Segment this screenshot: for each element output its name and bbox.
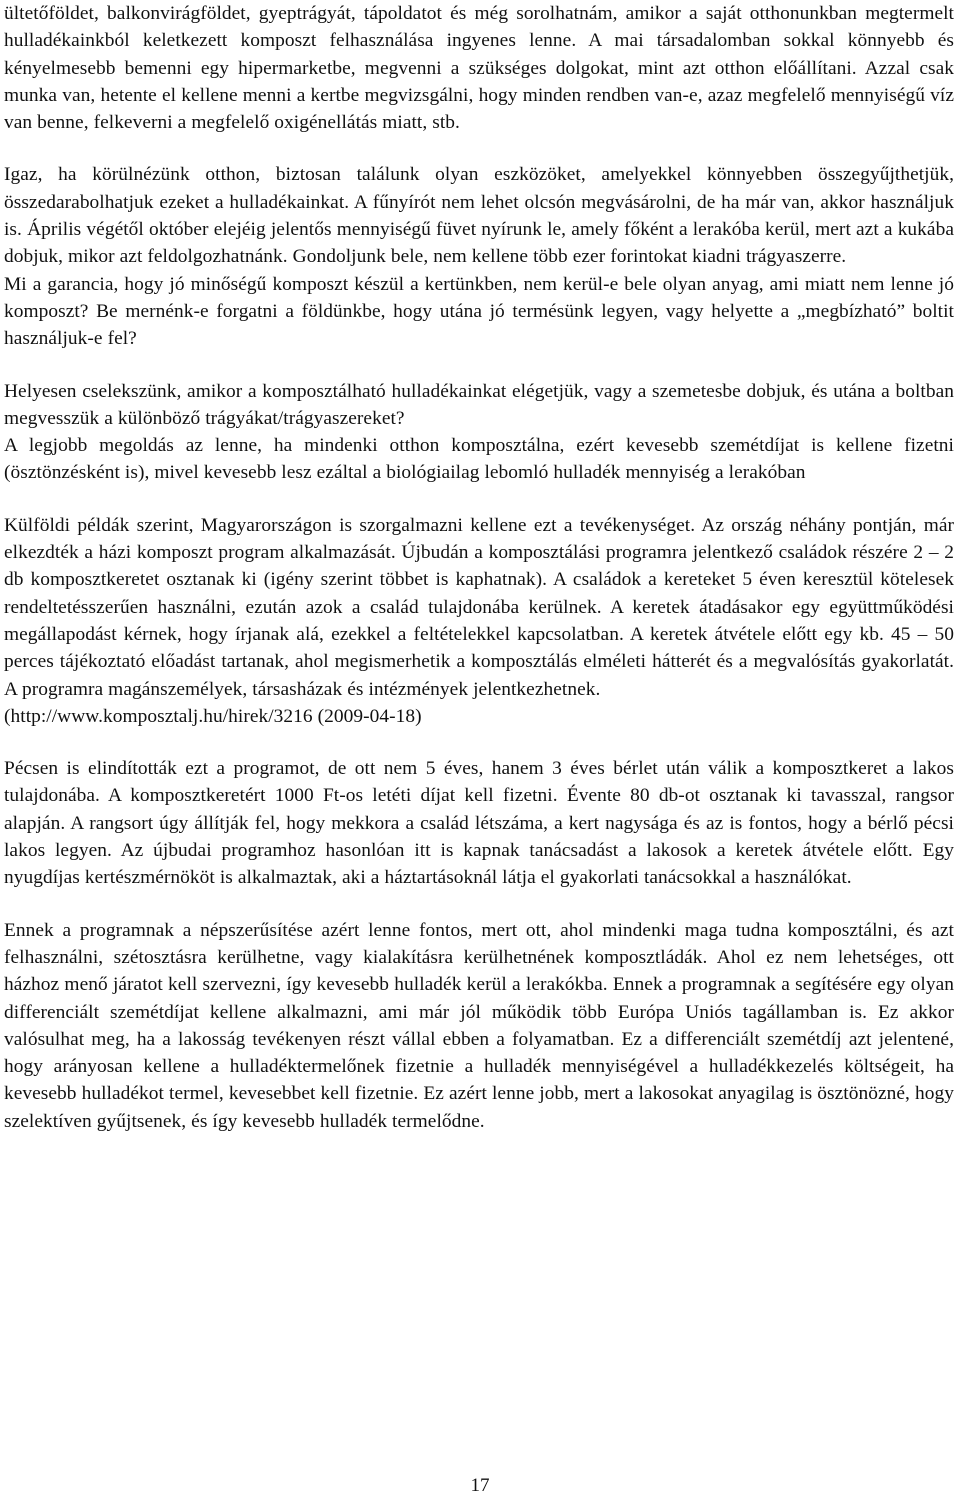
paragraph-5: A legjobb megoldás az lenne, ha mindenki otthon komposztálna, ezért kevesebb szemétdíjat is kellene fizetni (ösztönzésként is), mivel kevesebb lesz ezáltal a biológiailag lebomló hulladék mennyiség a lerakóban (4, 435, 954, 484)
document-body (4, 0, 954, 1135)
paragraph-7: Pécsen is elindították ezt a programot, de ott nem 5 éves, hanem 3 éves bérlet után válik a komposztkeret a lakos tulajdonába. A komposztkeretért 1000 Ft-os letéti díjat kell fizetni. Évente 80 db-ot osztanak ki tavasszal, rangsor alapján. A rangsort úgy állítják fel, hogy mekkora a család létszáma, a kert nagysága és az is fontos, hogy a bérlő pécsi lakos legyen. Az újbudai programhoz hasonlóan itt is kapnak tanácsadást a lakosok a keretek átvétele előtt. Egy nyugdíjas kertészmérnököt is alkalmaztak, aki a háztartásoknál látja el gyakorlati tanácsokkal a használókat. (4, 758, 954, 889)
paragraph-3: Mi a garancia, hogy jó minőségű komposzt készül a kertünkben, nem kerül-e bele olyan anyag, ami miatt nem lenne jó komposzt? Be mernénk-e forgatni a földünkbe, hogy utána jó termésünk legyen, vagy helyette a „megbízható” boltit használjuk-e fel? (4, 273, 954, 350)
paragraph-6: Külföldi példák szerint, Magyarországon is szorgalmazni kellene ezt a tevékenységet. Az ország néhány pontján, már elkezdték a házi komposzt program alkalmazását. Újbudán a komposztálási programra jelentkező családok részére 2 – 2 db komposztkeretet osztanak ki (igény szerint többet is kaphatnak). A családok a kereteket 5 éven keresztül kötelesek rendeltetésszerűen használni, ezután azok a család tulajdonába kerülnek. A keretek átadásakor egy együttműködési megállapodást kérnek, hogy írjanak alá, ezekkel a feltételekkel kapcsolatban. A keretek átvétele előtt egy kb. 45 – 50 perces tájékoztató előadást tartanak, ahol megismerhetik a komposztálás elméleti hátterét és a megvalósítás gyakorlatát. A programra magánszemélyek, társasházak és intézmények jelentkezhetnek. (4, 514, 954, 700)
source-citation: (http://www.komposztalj.hu/hirek/3216 (2009-04-18) (4, 705, 422, 727)
page-number: 17 (470, 1475, 490, 1496)
paragraph-2: Igaz, ha körülnézünk otthon, biztosan találunk olyan eszközöket, amelyekkel könnyebben összegyűjthetjük, összedarabolhatjuk ezeket a hulladékainkat. A fűnyírót nem lehet olcsón megvásárolni, de ha már van, akkor használjuk is. Április végétől október elejéig jelentős mennyiségű füvet nyírunk le, amely főként a lerakóba kerül, mert azt a kukába dobjuk, mikor azt feldolgozhatnánk. Gondoljunk bele, nem kellene több ezer forintokat kiadni trágyaszerre. (4, 164, 954, 268)
paragraph-4: Helyesen cselekszünk, amikor a komposztálható hulladékainkat elégetjük, vagy a szemetesbe dobjuk, és utána a boltban megvesszük a különböző trágyákat/trágyaszereket? (4, 380, 954, 429)
paragraph-8: Ennek a programnak a népszerűsítése azért lenne fontos, mert ott, ahol mindenki maga tudna komposztálni, és azt felhasználni, szétosztásra kerülhetne, vagy kialakításra kerülhetnének komposztládák. Ahol ez nem lehetséges, ott házhoz menő járatot kell szervezni, így kevesebb hulladék kerül a lerakókba. Ennek a programnak a segítésére egy olyan differenciált szemétdíjat kellene alkalmazni, ami már jól működik több Európa Uniós tagállamban is. Ez akkor valósulhat meg, ha a lakosság tevékenyen részt vállal ebben a folyamatban. Ez a differenciált szemétdíj azt jelentené, hogy arányosan kellene a hulladéktermelőnek fizetnie a hulladék mennyiségével a hulladékkezelés költségeit, ha kevesebb hulladékot termel, kevesebbet kell fizetnie. Ez azért lenne jobb, mert a lakosokat anyagilag is ösztönözné, hogy szelektíven gyűjtsenek, és így kevesebb hulladék termelődne. (4, 919, 954, 1132)
paragraph-1: ültetőföldet, balkonvirágföldet, gyeptrágyát, tápoldatot és még sorolhatnám, amikor a saját otthonunkban megtermelt hulladékainkból keletkezett komposzt felhasználása ingyenes lenne. A mai társadalomban sokkal könnyebb és kényelmesebb bemenni egy hipermarketbe, megvenni a szükséges dolgokat, mint azt otthon előállítani. Azzal csak munka van, hetente el kellene menni a kertbe megvizsgálni, hogy minden rendben van-e, azaz megfelelő mennyiségű víz van benne, felkeverni a megfelelő oxigénellátás miatt, stb. (4, 3, 954, 134)
